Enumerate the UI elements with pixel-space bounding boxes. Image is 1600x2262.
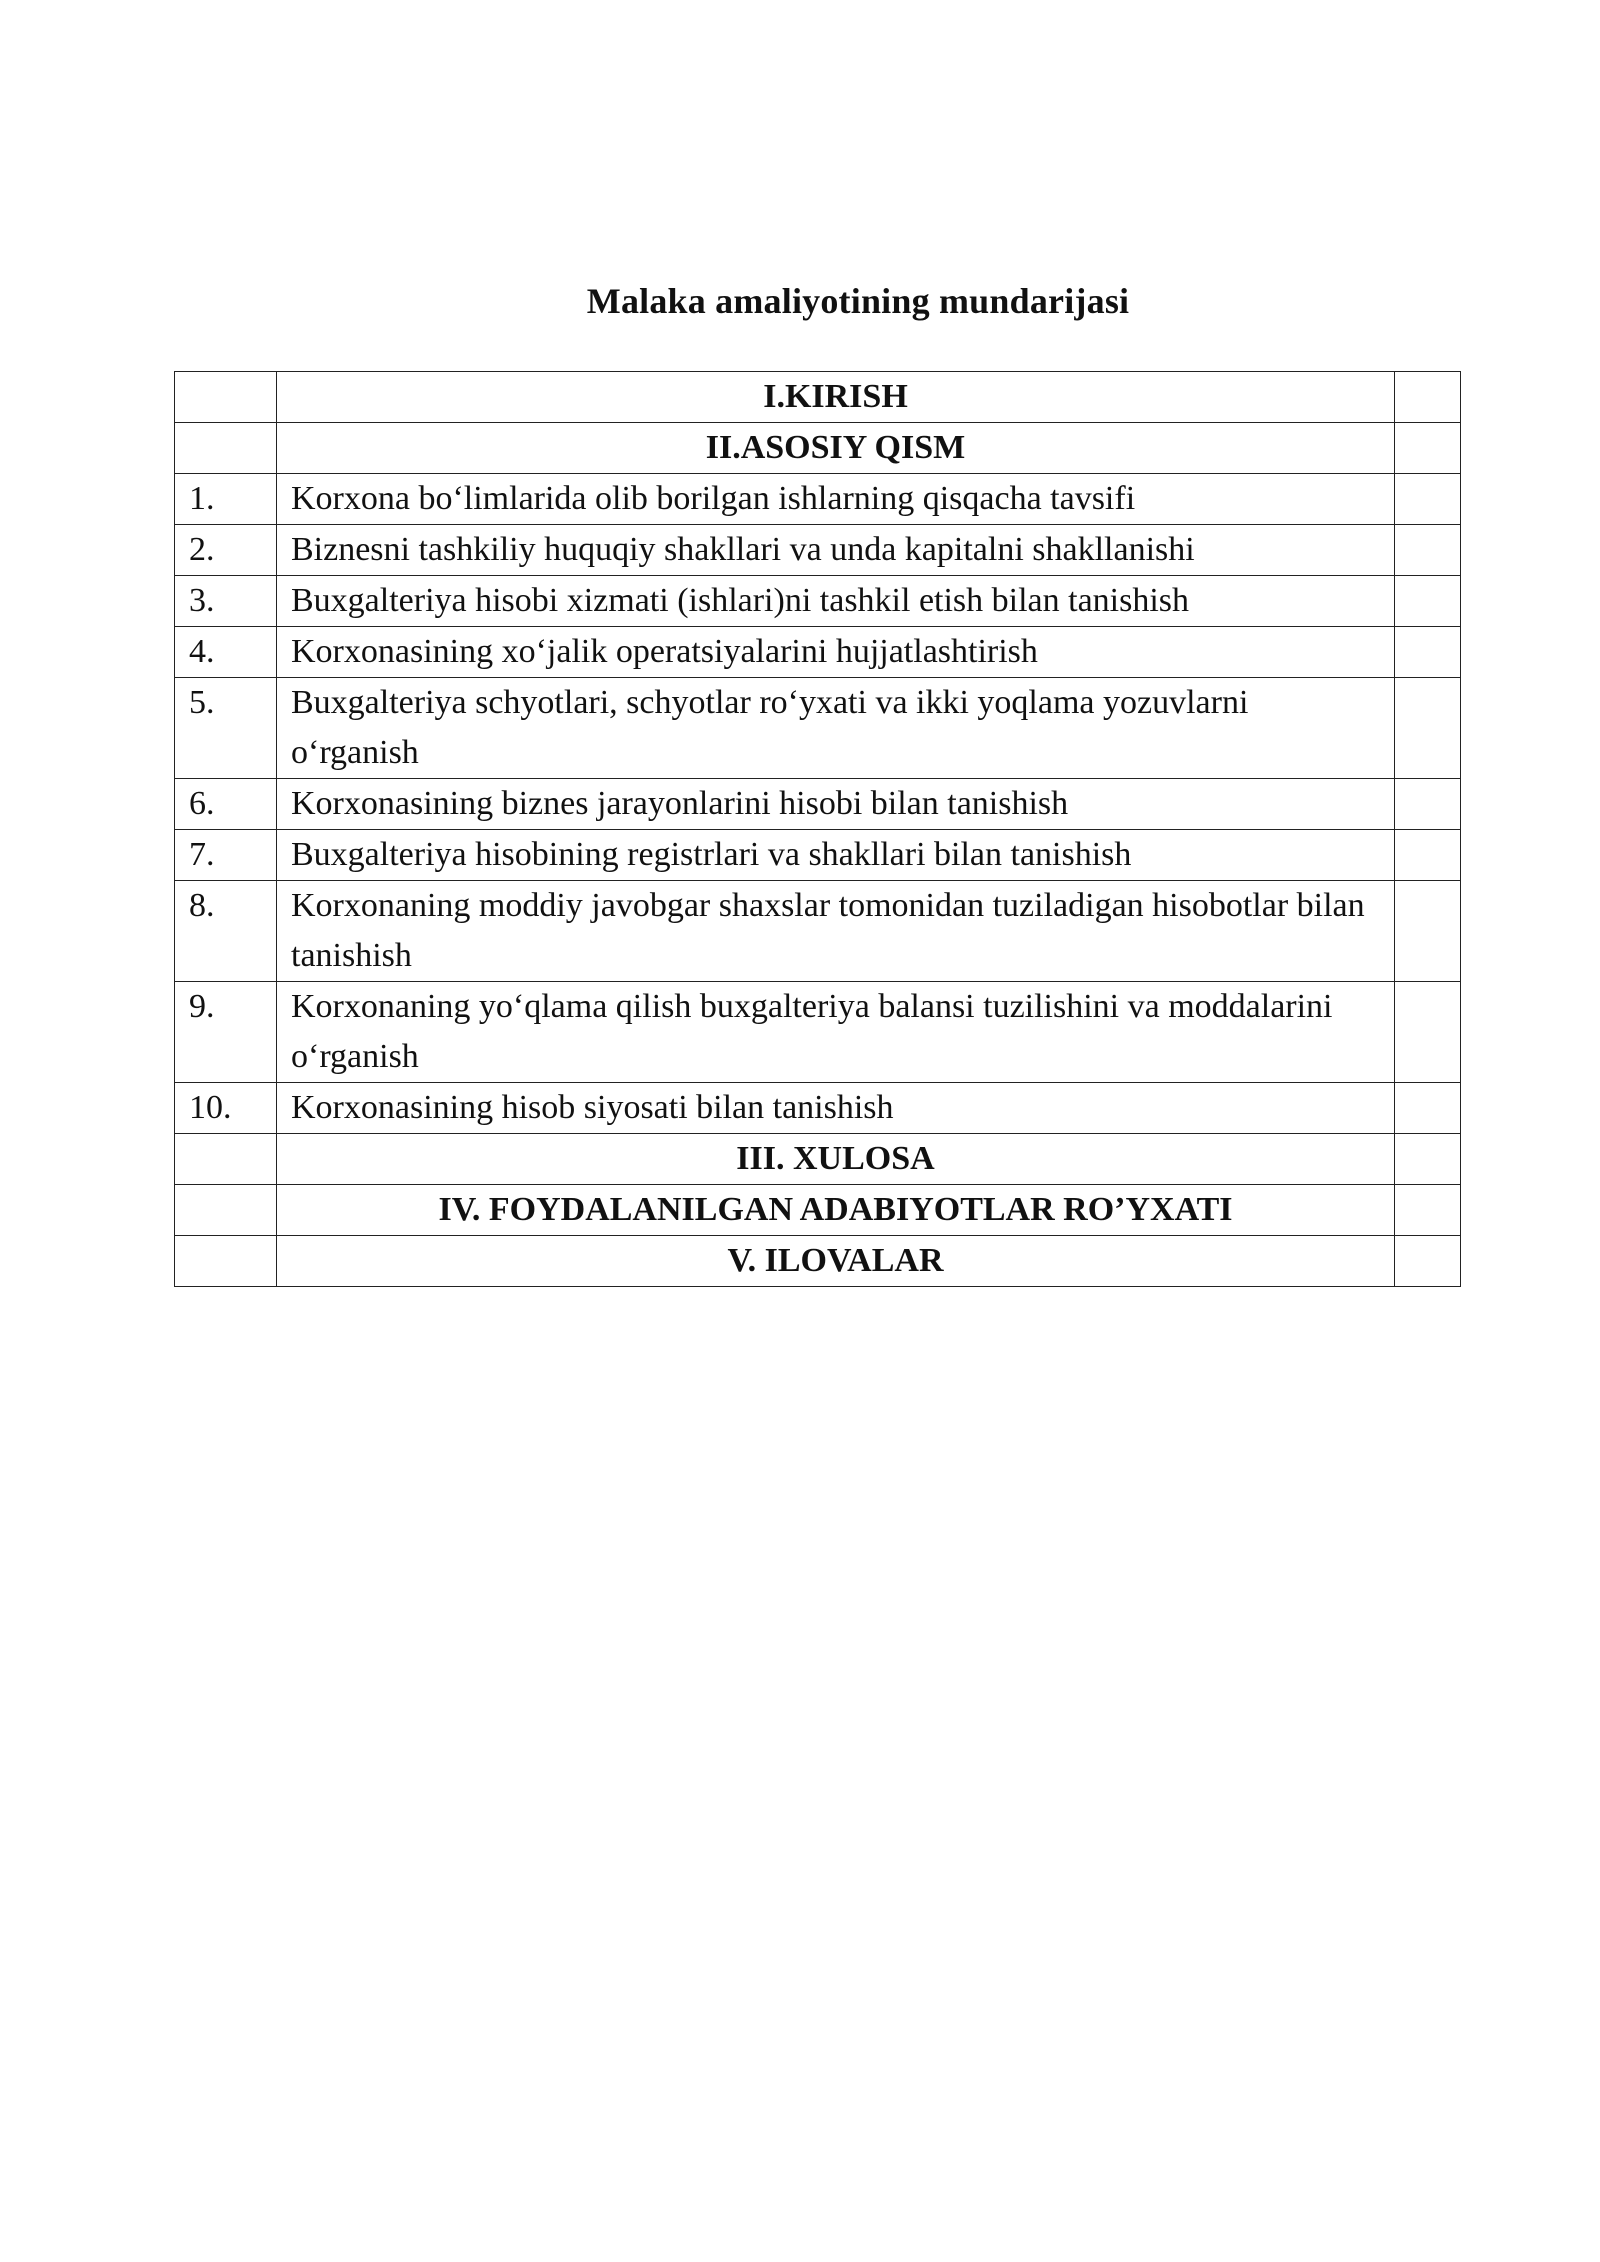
toc-item-row xyxy=(175,982,1461,1083)
toc-section-row xyxy=(175,1185,1461,1236)
toc-section-title: II.ASOSIY QISM xyxy=(277,423,1395,474)
toc-item-row xyxy=(175,474,1461,525)
table-of-contents xyxy=(174,371,1461,1287)
toc-item-number: 7. xyxy=(175,830,277,881)
toc-page-cell xyxy=(1395,830,1461,881)
toc-page-cell xyxy=(1395,1134,1461,1185)
toc-number-cell xyxy=(175,423,277,474)
toc-number-cell xyxy=(175,1134,277,1185)
toc-section-row xyxy=(175,1236,1461,1287)
toc-number-cell xyxy=(175,1236,277,1287)
toc-item-title: Korxona bo‘limlarida olib borilgan ishlarning qisqacha tavsifi xyxy=(277,474,1395,525)
toc-item-row xyxy=(175,1083,1461,1134)
toc-item-title: Korxonasining hisob siyosati bilan tanishish xyxy=(277,1083,1395,1134)
toc-item-number: 4. xyxy=(175,627,277,678)
toc-page-cell xyxy=(1395,474,1461,525)
toc-item-number: 10. xyxy=(175,1083,277,1134)
toc-item-row xyxy=(175,525,1461,576)
toc-section-title: IV. FOYDALANILGAN ADABIYOTLAR RO’YXATI xyxy=(277,1185,1395,1236)
toc-item-title: Korxonaning yo‘qlama qilish buxgalteriya balansi tuzilishini va moddalarini o‘rganish xyxy=(277,982,1395,1083)
toc-page-cell xyxy=(1395,1083,1461,1134)
toc-item-title: Korxonasining xo‘jalik operatsiyalarini hujjatlashtirish xyxy=(277,627,1395,678)
toc-section-row xyxy=(175,372,1461,423)
toc-item-number: 9. xyxy=(175,982,277,1083)
toc-page-cell xyxy=(1395,525,1461,576)
toc-item-title: Korxonaning moddiy javobgar shaxslar tomonidan tuziladigan hisobotlar bilan tanishish xyxy=(277,881,1395,982)
toc-item-number: 8. xyxy=(175,881,277,982)
toc-page-cell xyxy=(1395,779,1461,830)
toc-page-cell xyxy=(1395,678,1461,779)
toc-item-title: Korxonasining biznes jarayonlarini hisobi bilan tanishish xyxy=(277,779,1395,830)
toc-item-row xyxy=(175,830,1461,881)
toc-item-number: 1. xyxy=(175,474,277,525)
toc-page-cell xyxy=(1395,1236,1461,1287)
toc-section-row xyxy=(175,1134,1461,1185)
toc-section-title: V. ILOVALAR xyxy=(277,1236,1395,1287)
toc-section-row xyxy=(175,423,1461,474)
toc-item-title: Buxgalteriya hisobi xizmati (ishlari)ni tashkil etish bilan tanishish xyxy=(277,576,1395,627)
toc-page-cell xyxy=(1395,982,1461,1083)
toc-item-row xyxy=(175,627,1461,678)
toc-number-cell xyxy=(175,372,277,423)
toc-page-cell xyxy=(1395,627,1461,678)
toc-item-number: 2. xyxy=(175,525,277,576)
toc-item-row xyxy=(175,678,1461,779)
toc-item-title: Biznesni tashkiliy huquqiy shakllari va unda kapitalni shakllanishi xyxy=(277,525,1395,576)
toc-item-row xyxy=(175,779,1461,830)
toc-item-row xyxy=(175,881,1461,982)
toc-item-title: Buxgalteriya schyotlari, schyotlar ro‘yxati va ikki yoqlama yozuvlarni o‘rganish xyxy=(277,678,1395,779)
toc-number-cell xyxy=(175,1185,277,1236)
toc-page-cell xyxy=(1395,881,1461,982)
document-title: Malaka amaliyotining mundarijasi xyxy=(586,281,1130,321)
toc-item-row xyxy=(175,576,1461,627)
toc-item-title: Buxgalteriya hisobining registrlari va shakllari bilan tanishish xyxy=(277,830,1395,881)
toc-item-number: 6. xyxy=(175,779,277,830)
toc-item-number: 5. xyxy=(175,678,277,779)
toc-page-cell xyxy=(1395,423,1461,474)
toc-section-title: I.KIRISH xyxy=(277,372,1395,423)
toc-item-number: 3. xyxy=(175,576,277,627)
toc-page-cell xyxy=(1395,372,1461,423)
toc-page-cell xyxy=(1395,1185,1461,1236)
toc-page-cell xyxy=(1395,576,1461,627)
toc-section-title: III. XULOSA xyxy=(277,1134,1395,1185)
